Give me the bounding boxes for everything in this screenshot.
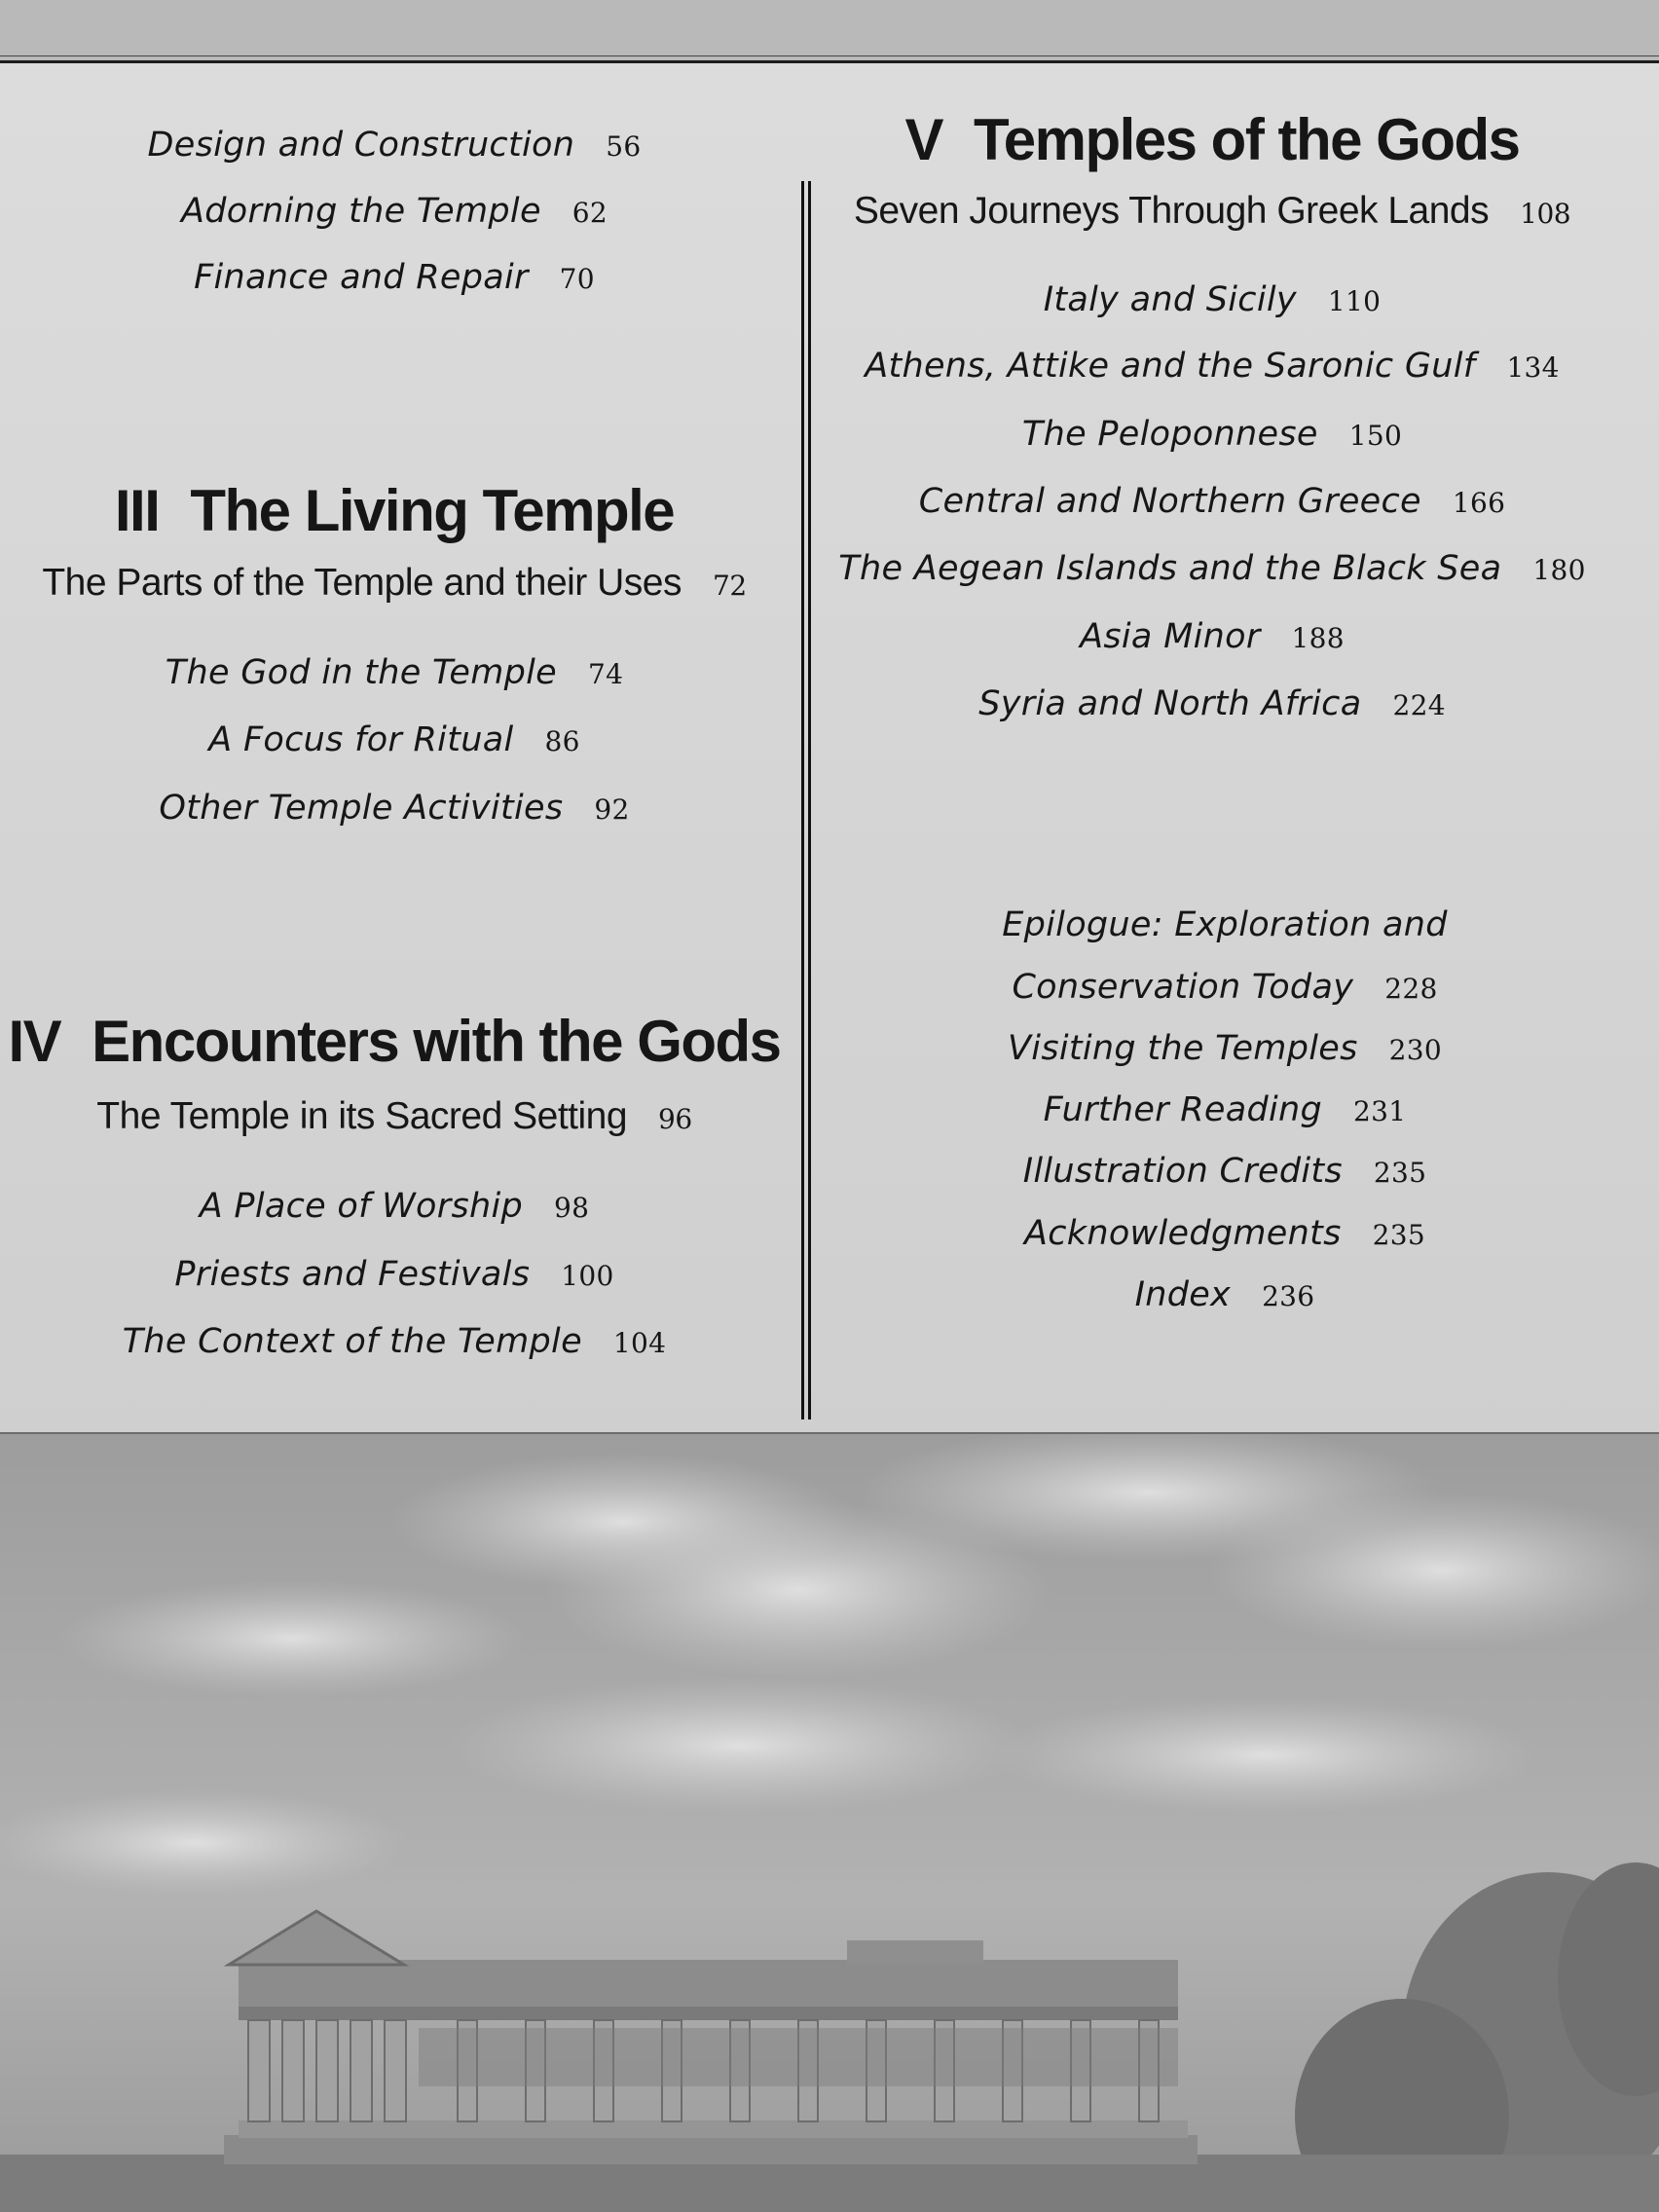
page-number: 110 — [1327, 285, 1382, 317]
toc-entry[interactable] — [1022, 415, 1402, 454]
toc-entry[interactable] — [978, 684, 1446, 723]
page-number: 74 — [587, 658, 624, 690]
toc-entry[interactable] — [1012, 968, 1437, 1007]
toc-entry[interactable] — [919, 482, 1505, 521]
page-number: 92 — [594, 793, 630, 826]
entry-title: Index — [1134, 1275, 1232, 1314]
greek-temple-ruins-icon — [0, 1434, 1659, 2212]
entry-title: Central and Northern Greece — [918, 482, 1421, 521]
page-number: 62 — [571, 197, 608, 229]
entry-title: Adorning the Temple — [180, 192, 541, 231]
chapter-heading[interactable] — [905, 106, 1520, 173]
entry-title: Epilogue: Exploration and — [1002, 905, 1448, 944]
column-divider — [801, 181, 811, 1419]
toc-entry[interactable] — [1024, 1214, 1425, 1253]
page-number: 96 — [658, 1103, 692, 1135]
page-number: 188 — [1291, 622, 1345, 654]
page-number: 70 — [559, 263, 595, 295]
page-number: 235 — [1372, 1219, 1425, 1251]
entry-title: Acknowledgments — [1024, 1214, 1342, 1253]
entry-title: The Context of the Temple — [122, 1322, 582, 1361]
subtitle-text: The Temple in its Sacred Setting — [96, 1095, 628, 1137]
toc-entry[interactable] — [159, 789, 629, 828]
toc-entry[interactable] — [123, 1322, 667, 1361]
toc-entry[interactable] — [1008, 1029, 1442, 1068]
chapter-subtitle[interactable] — [854, 190, 1570, 233]
toc-entry[interactable] — [194, 258, 595, 297]
toc-entry[interactable] — [181, 192, 608, 231]
page-number: 180 — [1532, 554, 1586, 586]
chapter-subtitle[interactable] — [96, 1095, 691, 1138]
chapter-heading[interactable] — [115, 477, 674, 544]
page-number: 236 — [1262, 1280, 1315, 1312]
entry-title: Syria and North Africa — [978, 684, 1362, 723]
page-number: 72 — [713, 570, 747, 602]
entry-title: Illustration Credits — [1022, 1152, 1343, 1191]
entry-title: The God in the Temple — [165, 653, 557, 692]
entry-title: Athens, Attike and the Saronic Gulf — [865, 347, 1476, 386]
toc-entry[interactable] — [148, 126, 642, 165]
toc-entry[interactable] — [1044, 280, 1382, 319]
page-number: 150 — [1348, 420, 1403, 452]
page-number: 228 — [1384, 973, 1438, 1005]
entry-title: Design and Construction — [147, 126, 575, 165]
chapter-numeral: III — [114, 478, 160, 543]
toc-entry[interactable] — [1023, 1152, 1427, 1191]
table-of-contents-page — [0, 60, 1659, 1437]
subtitle-text: The Parts of the Temple and their Uses — [42, 562, 682, 604]
toc-entry[interactable] — [865, 347, 1560, 386]
entry-title: Asia Minor — [1080, 617, 1261, 656]
entry-title: A Place of Worship — [199, 1187, 524, 1226]
page-number: 104 — [612, 1327, 667, 1359]
toc-entry[interactable] — [208, 720, 579, 759]
entry-title: Finance and Repair — [194, 258, 529, 297]
page-number: 230 — [1388, 1034, 1442, 1066]
entry-title: A Focus for Ritual — [208, 720, 514, 759]
toc-entry[interactable] — [838, 549, 1585, 588]
subtitle-text: Seven Journeys Through Greek Lands — [853, 190, 1490, 232]
entry-title: The Peloponnese — [1021, 415, 1318, 454]
entry-title: Further Reading — [1043, 1090, 1323, 1129]
chapter-subtitle[interactable] — [42, 562, 746, 605]
toc-entry[interactable] — [1044, 1090, 1407, 1129]
chapter-numeral: IV — [8, 1009, 61, 1074]
chapter-numeral: V — [904, 107, 943, 172]
page-number: 231 — [1353, 1095, 1407, 1127]
page-number: 166 — [1452, 487, 1506, 519]
toc-entry[interactable] — [1135, 1275, 1315, 1314]
page-number: 134 — [1506, 351, 1560, 384]
toc-entry[interactable] — [166, 653, 623, 692]
epilogue-line-1[interactable] — [1002, 905, 1448, 944]
page-number: 235 — [1373, 1157, 1427, 1189]
entry-title: Other Temple Activities — [159, 789, 564, 828]
page-number: 56 — [606, 130, 642, 163]
chapter-title: Encounters with the Gods — [92, 1009, 781, 1074]
toc-entry[interactable] — [1080, 617, 1345, 656]
page-number: 86 — [544, 725, 580, 757]
chapter-title: Temples of the Gods — [974, 107, 1520, 172]
chapter-title: The Living Temple — [190, 478, 675, 543]
entry-title: Conservation Today — [1012, 968, 1354, 1007]
entry-title: Visiting the Temples — [1008, 1029, 1358, 1068]
top-rule — [0, 55, 1659, 56]
entry-title: Italy and Sicily — [1043, 280, 1297, 319]
page-number: 108 — [1520, 198, 1571, 230]
page-number: 224 — [1392, 689, 1446, 721]
temple-photograph — [0, 1434, 1659, 2212]
page-number: 98 — [554, 1192, 590, 1224]
page-number: 100 — [561, 1260, 614, 1292]
entry-title: Priests and Festivals — [174, 1255, 531, 1294]
toc-entry[interactable] — [174, 1255, 613, 1294]
toc-entry[interactable] — [200, 1187, 590, 1226]
entry-title: The Aegean Islands and the Black Sea — [838, 549, 1502, 588]
chapter-heading[interactable] — [8, 1008, 780, 1075]
